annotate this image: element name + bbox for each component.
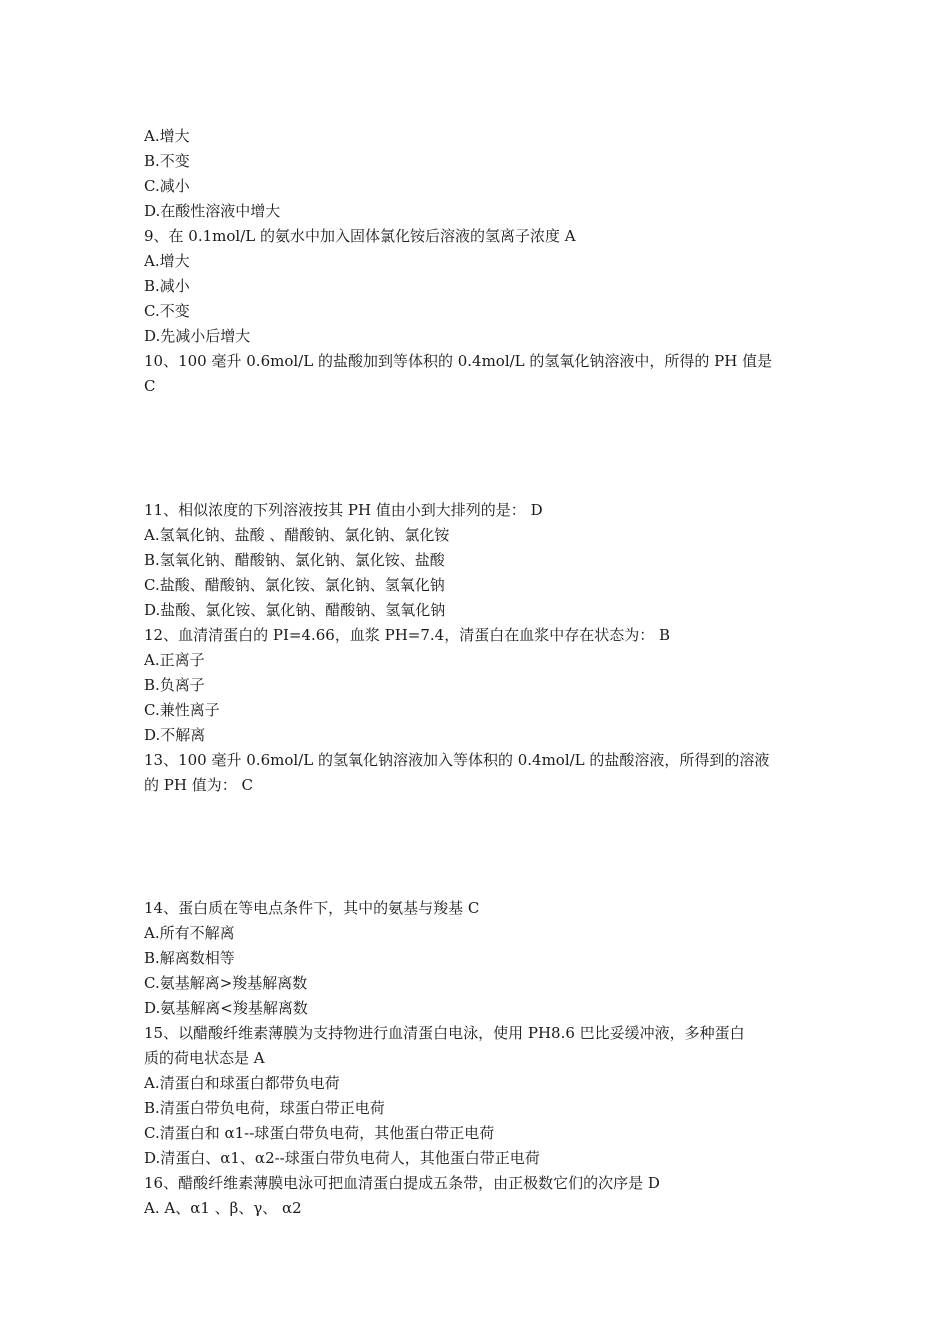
option-line: A.清蛋白和球蛋白都带负电荷 [144, 1074, 340, 1092]
option-line: B.解离数相等 [144, 949, 235, 967]
question-16: 16、醋酸纤维素薄膜电泳可把血清蛋白提成五条带，由正极数它们的次序是 D [144, 1174, 660, 1192]
option-line: B.负离子 [144, 676, 205, 694]
option-line: D.清蛋白、α1、α2--球蛋白带负电荷人，其他蛋白带正电荷 [144, 1149, 540, 1167]
option-line: C.清蛋白和 α1--球蛋白带负电荷，其他蛋白带正电荷 [144, 1124, 495, 1142]
option-line: A.氢氧化钠、盐酸 、醋酸钠、氯化钠、氯化铵 [144, 526, 450, 544]
question-15: 15、以醋酸纤维素薄膜为支持物进行血清蛋白电泳，使用 PH8.6 巴比妥缓冲液，多种蛋白 [144, 1024, 745, 1042]
option-line: B.清蛋白带负电荷，球蛋白带正电荷 [144, 1099, 385, 1117]
question-10: 10、100 毫升 0.6mol/L 的盐酸加到等体积的 0.4mol/L 的氢氧化钠溶液中，所得的 PH 值是 [144, 352, 773, 370]
option-line: C.盐酸、醋酸钠、氯化铵、氯化钠、氢氧化钠 [144, 576, 445, 594]
question-15-continued: 质的荷电状态是 A [144, 1049, 265, 1067]
question-12: 12、血清清蛋白的 PI=4.66，血浆 PH=7.4，清蛋白在血浆中存在状态为： B [144, 626, 670, 644]
option-line: C.减小 [144, 177, 190, 195]
option-line: D.先减小后增大 [144, 327, 251, 345]
option-line: D.不解离 [144, 726, 206, 744]
option-line: C.不变 [144, 302, 190, 320]
option-line: B.不变 [144, 152, 190, 170]
option-line: B.氢氧化钠、醋酸钠、氯化钠、氯化铵、盐酸 [144, 551, 445, 569]
option-line: A. A、α1 、β、γ、 α2 [144, 1199, 302, 1217]
option-line: A.所有不解离 [144, 924, 235, 942]
question-13: 13、100 毫升 0.6mol/L 的氢氧化钠溶液加入等体积的 0.4mol/L 的盐酸溶液，所得到的溶液 [144, 751, 770, 769]
text-block-3 [144, 896, 810, 1221]
question-13-continued: 的 PH 值为： C [144, 776, 253, 794]
question-11: 11、相似浓度的下列溶液按其 PH 值由小到大排列的是： D [144, 501, 543, 519]
text-block-1 [144, 124, 810, 399]
option-line: D.在酸性溶液中增大 [144, 202, 281, 220]
question-14: 14、蛋白质在等电点条件下，其中的氨基与羧基 C [144, 899, 480, 917]
option-line: C.氨基解离>羧基解离数 [144, 974, 308, 992]
option-line: A.增大 [144, 127, 190, 145]
option-line: A.增大 [144, 252, 190, 270]
option-line: A.正离子 [144, 651, 205, 669]
option-line: C.兼性离子 [144, 701, 220, 719]
question-9: 9、在 0.1mol/L 的氨水中加入固体氯化铵后溶液的氢离子浓度 A [144, 227, 576, 245]
option-line: D.盐酸、氯化铵、氯化钠、醋酸钠、氢氧化钠 [144, 601, 446, 619]
question-10-answer: C [144, 377, 156, 395]
text-block-2 [144, 498, 810, 798]
option-line: D.氨基解离<羧基解离数 [144, 999, 308, 1017]
option-line: B.减小 [144, 277, 190, 295]
